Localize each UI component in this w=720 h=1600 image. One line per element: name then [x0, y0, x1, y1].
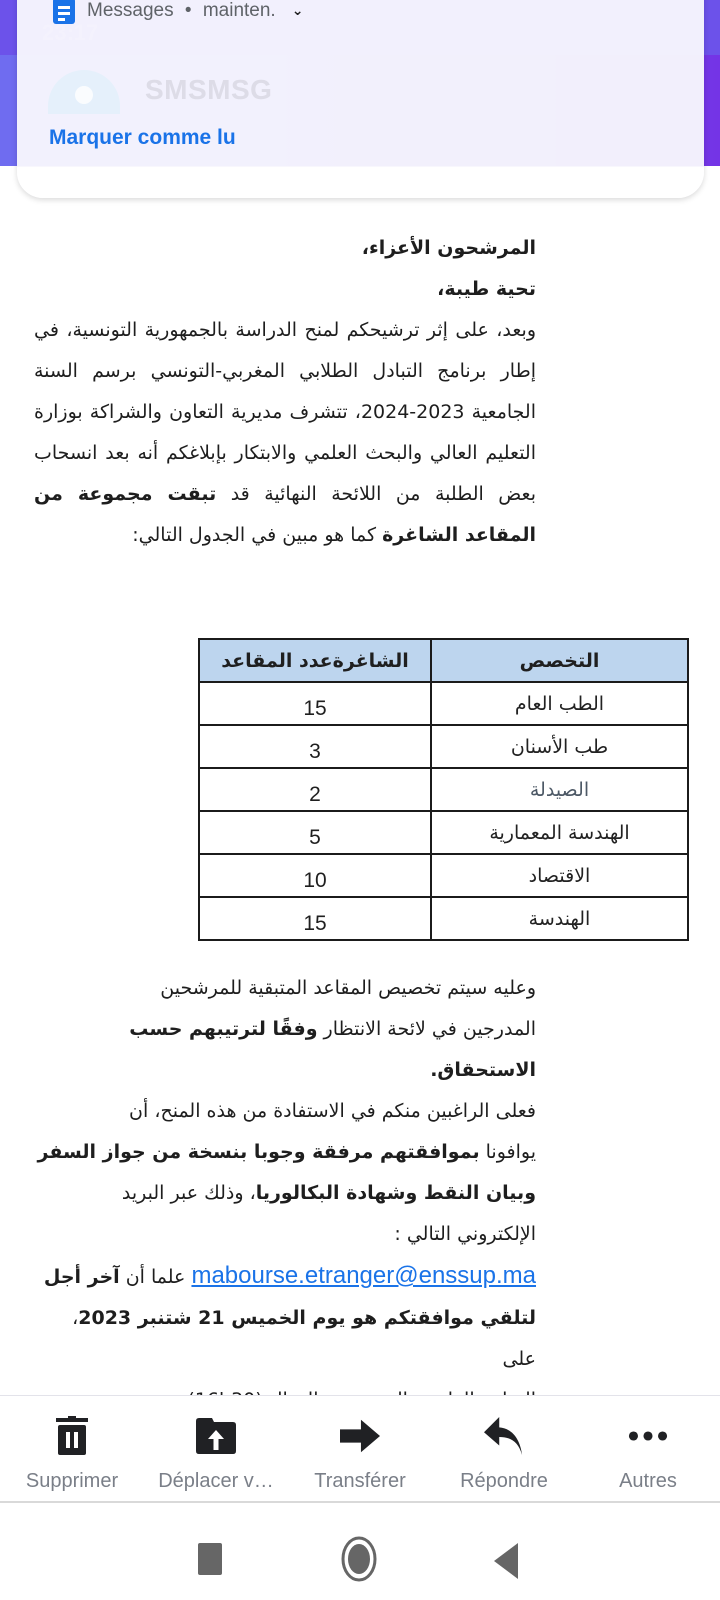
- request-line-2: يوافونا بموافقتهم مرفقة وجوبا بنسخة من جواز السفر: [37, 1141, 536, 1163]
- specialty-cell: الهندسة المعمارية: [431, 811, 688, 854]
- move-to-folder-icon: [196, 1414, 236, 1458]
- notification-header: [53, 0, 303, 24]
- table-row: [199, 811, 688, 854]
- more-button[interactable]: Autres: [576, 1396, 720, 1501]
- seats-cell: 15: [199, 682, 431, 725]
- forward-button[interactable]: Transférer: [288, 1396, 432, 1501]
- trash-icon: [52, 1414, 92, 1458]
- sender-avatar: [48, 70, 120, 114]
- seats-cell: 10: [199, 854, 431, 897]
- email-body: [34, 228, 536, 556]
- notification-time: mainten.: [202, 0, 276, 21]
- table-row: [199, 854, 688, 897]
- request-line-3: وبيان النقط وشهادة البكالوريا، وذلك عبر البريد: [121, 1182, 536, 1204]
- table-row: [199, 682, 688, 725]
- greeting: المرشحون الأعزاء،: [361, 237, 536, 259]
- table-row: [199, 725, 688, 768]
- allocation-line-1: وعليه سيتم تخصيص المقاعد المتبقية للمرشحين: [160, 977, 536, 999]
- triangle-back-icon: [494, 1543, 518, 1579]
- delete-button[interactable]: Supprimer: [0, 1396, 144, 1501]
- seats-cell: 3: [199, 725, 431, 768]
- seats-cell: 15: [199, 897, 431, 940]
- more-icon: [628, 1414, 668, 1458]
- specialty-cell: الطب العام: [431, 682, 688, 725]
- chevron-down-icon[interactable]: ⌄: [291, 3, 304, 19]
- square-icon: [198, 1543, 222, 1575]
- reply-icon: [484, 1414, 524, 1458]
- notification-app-name: Messages • mainten.: [87, 0, 276, 21]
- request-line-4: الإلكتروني التالي :: [394, 1223, 536, 1245]
- mark-as-read-button[interactable]: Marquer comme lu: [49, 126, 236, 149]
- notification-card[interactable]: [17, 0, 704, 198]
- email-action-bar: [0, 1395, 720, 1503]
- system-nav-bar: [0, 1505, 720, 1600]
- column-header-seats: الشاغرةعدد المقاعد: [199, 639, 431, 682]
- allocation-line-2: المدرجين في لائحة الانتظار وفقًا لترتيبهم حسب: [129, 1018, 536, 1040]
- deadline-line-2: لتلقي موافقتكم هو يوم الخميس 21 شتنبر 2023، على: [72, 1307, 536, 1370]
- back-button[interactable]: [494, 1543, 518, 1583]
- home-button[interactable]: [341, 1535, 377, 1587]
- email-body-continued: [34, 968, 536, 1421]
- recents-button[interactable]: [198, 1543, 222, 1579]
- email-address-link[interactable]: mabourse.etranger@enssup.ma: [191, 1262, 536, 1289]
- circle-icon: [341, 1535, 377, 1583]
- allocation-line-3: الاستحقاق.: [430, 1059, 536, 1081]
- intro-paragraph: وبعد، على إثر ترشيحكم لمنح الدراسة بالجمهورية التونسية، في إطار برنامج التبادل الطلابي المغربي-التونسي برسم السنة الجامعية 2023-2024، تتشرف مديرية التعاون والشراكة بوزارة التعليم العالي والبحث العلمي والابتكار بإبلاغكم أنه بعد انسحاب بعض الطلبة من اللائحة النهائية قد تبقت مجموعة من المقاعد الشاغرة كما هو مبين في الجدول التالي:: [34, 319, 536, 546]
- forward-icon: [340, 1414, 380, 1458]
- move-to-button[interactable]: Déplacer v…: [144, 1396, 288, 1501]
- salutation: تحية طيبة،: [437, 278, 536, 300]
- specialty-cell: الصيدلة: [431, 768, 688, 811]
- column-header-specialty: التخصص: [431, 639, 688, 682]
- seats-cell: 2: [199, 768, 431, 811]
- messages-app-icon: [53, 0, 75, 24]
- request-line-1: فعلى الراغبين منكم في الاستفادة من هذه المنح، أن: [129, 1100, 536, 1122]
- table-row: [199, 897, 688, 940]
- specialty-cell: طب الأسنان: [431, 725, 688, 768]
- specialty-cell: الاقتصاد: [431, 854, 688, 897]
- table-header-row: [199, 639, 688, 682]
- reply-button[interactable]: Répondre: [432, 1396, 576, 1501]
- seats-cell: 5: [199, 811, 431, 854]
- table-row: [199, 768, 688, 811]
- specialty-cell: الهندسة: [431, 897, 688, 940]
- vacant-seats-table: [198, 638, 689, 941]
- sender-name: SMSMSG: [145, 74, 273, 105]
- deadline-line-1: mabourse.etranger@enssup.ma علما أن آخر أجل: [43, 1262, 536, 1289]
